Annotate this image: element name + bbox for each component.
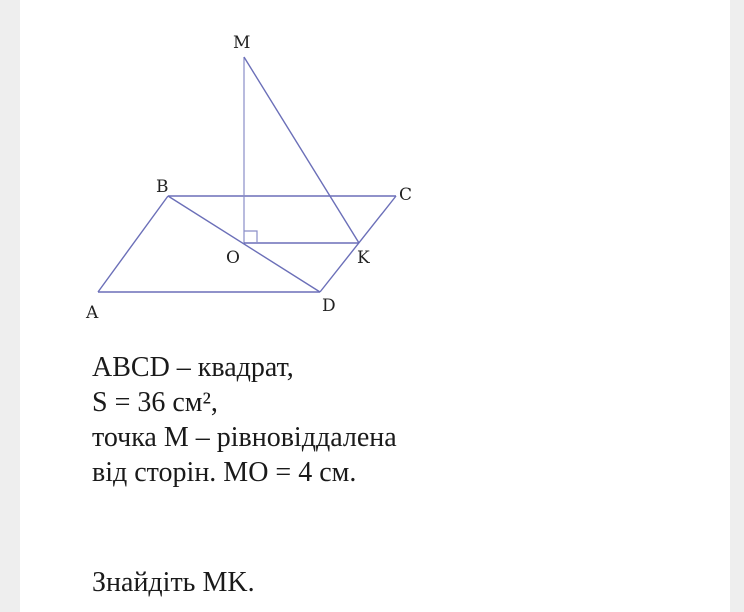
label-d: D bbox=[322, 296, 336, 316]
problem-line-3: точка M – рівновіддалена bbox=[92, 422, 397, 453]
question-text: Знайдіть MK. bbox=[92, 567, 255, 598]
edge-cd bbox=[320, 196, 396, 292]
right-angle-mark bbox=[244, 231, 257, 243]
problem-line-1: ABCD – квадрат, bbox=[92, 352, 294, 383]
segment-mk bbox=[244, 57, 359, 243]
label-c: C bbox=[399, 185, 413, 205]
label-o: O bbox=[226, 248, 240, 268]
problem-line-2: S = 36 см², bbox=[92, 387, 218, 418]
label-b: B bbox=[156, 177, 169, 197]
label-a: A bbox=[86, 303, 99, 323]
label-k: K bbox=[357, 248, 370, 268]
problem-statement bbox=[92, 350, 652, 490]
label-m: M bbox=[233, 33, 251, 53]
edge-ab bbox=[98, 196, 168, 292]
problem-line-4: від сторін. MO = 4 см. bbox=[92, 457, 357, 488]
